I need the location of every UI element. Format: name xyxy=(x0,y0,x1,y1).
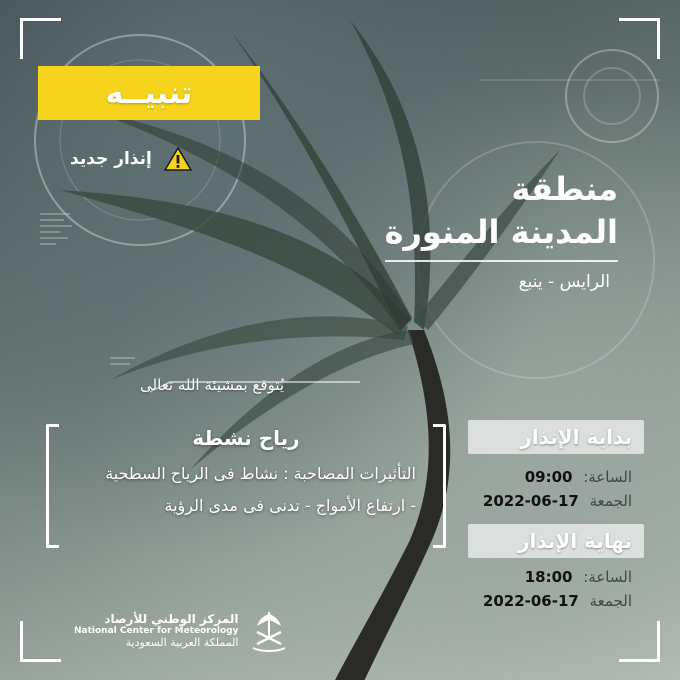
expectation-text: يُتوقع بمشيئة الله تعالى xyxy=(140,376,285,394)
warning-start-date-row xyxy=(483,492,632,510)
end-time-label: الساعة: xyxy=(583,568,632,586)
alert-banner: تنبيــه xyxy=(38,66,260,120)
frame-corner-top-left xyxy=(20,18,61,59)
logo-name-en: National Center for Meteorology xyxy=(74,625,239,636)
frame-corner-bottom-left xyxy=(20,621,61,662)
phenomenon-effects-line2: - ارتفاع الأمواج - تدنى فى مدى الرؤية xyxy=(164,496,416,515)
end-day-label: الجمعة xyxy=(589,592,632,610)
start-time-label: الساعة: xyxy=(583,468,632,486)
logo-name-ar: المركز الوطني للأرصاد xyxy=(104,611,239,626)
start-day-label: الجمعة xyxy=(589,492,632,510)
ncm-logo-text xyxy=(74,612,239,649)
logo-country-ar: المملكة العربية السعودية xyxy=(125,635,239,649)
warning-start-time-row xyxy=(525,468,632,486)
warning-icon xyxy=(164,146,192,172)
region-name: المدينة المنورة xyxy=(385,210,618,262)
region-block xyxy=(385,168,618,292)
warning-end-date-row xyxy=(483,592,632,610)
warning-end-block xyxy=(468,524,644,610)
warning-start-block xyxy=(468,420,644,510)
new-warning-label: إنذار جديد xyxy=(70,149,152,169)
saudi-emblem-icon xyxy=(249,608,289,652)
phenomenon-panel xyxy=(46,424,446,544)
end-date-value: 2022-06-17 xyxy=(482,592,579,610)
end-time-value: 18:00 xyxy=(524,568,573,586)
warning-start-title: بداية الإنذار xyxy=(468,420,644,454)
warning-end-time-row xyxy=(525,568,632,586)
frame-corner-top-right xyxy=(619,18,660,59)
start-date-value: 2022-06-17 xyxy=(482,492,579,510)
ncm-logo xyxy=(74,608,289,652)
region-areas: الرايس - ينبع xyxy=(518,272,610,292)
region-prefix: منطقة xyxy=(511,170,618,208)
start-time-value: 09:00 xyxy=(524,468,573,486)
warning-end-title: نهاية الإنذار xyxy=(468,524,644,558)
phenomenon-effects-line1: التأثيرات المصاحبة : نشاط فى الرياح السطحية xyxy=(105,464,416,483)
new-warning-badge xyxy=(70,146,192,172)
phenomenon-title: رياح نشطة xyxy=(192,426,300,450)
frame-corner-bottom-right xyxy=(619,621,660,662)
